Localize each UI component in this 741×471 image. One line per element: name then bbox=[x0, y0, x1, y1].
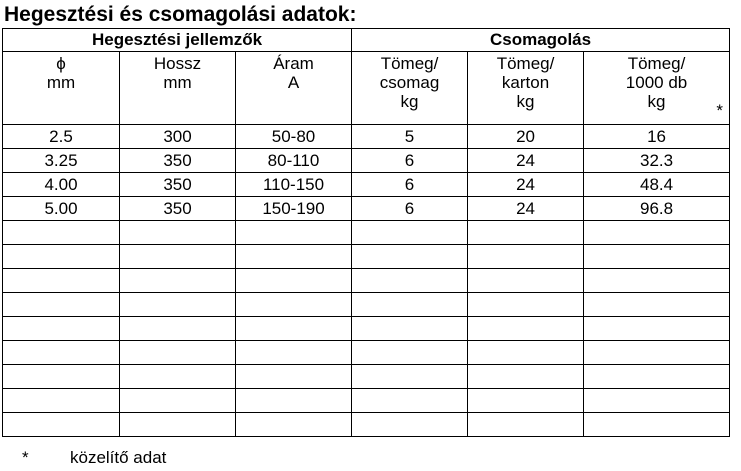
empty-cell bbox=[352, 389, 468, 413]
column-header-line: kg bbox=[400, 92, 419, 111]
empty-cell bbox=[236, 221, 352, 245]
empty-cell bbox=[352, 317, 468, 341]
empty-cell bbox=[352, 365, 468, 389]
empty-cell bbox=[584, 245, 730, 269]
footnote bbox=[22, 447, 166, 469]
group-header-welding: Hegesztési jellemzők bbox=[3, 29, 352, 52]
table-cell: 24 bbox=[468, 149, 584, 173]
column-header-weight-1000 bbox=[584, 52, 730, 125]
empty-cell bbox=[3, 389, 120, 413]
empty-cell bbox=[120, 317, 236, 341]
empty-cell bbox=[468, 365, 584, 389]
empty-cell bbox=[468, 245, 584, 269]
empty-cell bbox=[236, 341, 352, 365]
empty-cell bbox=[236, 389, 352, 413]
column-header-weight-package bbox=[352, 52, 468, 125]
empty-cell bbox=[3, 413, 120, 437]
table-row bbox=[3, 197, 730, 221]
empty-row bbox=[3, 269, 730, 293]
table-cell: 5 bbox=[352, 125, 468, 149]
table-cell: 32.3 bbox=[584, 149, 730, 173]
table-cell: 350 bbox=[120, 149, 236, 173]
empty-cell bbox=[468, 389, 584, 413]
column-header-line: Tömeg/ bbox=[627, 54, 686, 73]
column-header-line: A bbox=[287, 73, 300, 92]
empty-cell bbox=[584, 365, 730, 389]
column-header-line: mm bbox=[163, 73, 192, 92]
page-title: Hegesztési és csomagolási adatok: bbox=[4, 3, 357, 26]
empty-cell bbox=[120, 341, 236, 365]
table-row bbox=[3, 125, 730, 149]
table-cell: 48.4 bbox=[584, 173, 730, 197]
empty-cell bbox=[236, 317, 352, 341]
empty-cell bbox=[468, 413, 584, 437]
group-header-packaging: Csomagolás bbox=[352, 29, 730, 52]
column-header-line: karton bbox=[501, 73, 550, 92]
empty-cell bbox=[584, 293, 730, 317]
footnote-text: közelítő adat bbox=[70, 448, 167, 467]
table-cell: 80-110 bbox=[236, 149, 352, 173]
empty-cell bbox=[3, 293, 120, 317]
empty-row bbox=[3, 245, 730, 269]
empty-cell bbox=[236, 365, 352, 389]
empty-cell bbox=[236, 269, 352, 293]
data-table bbox=[2, 28, 730, 437]
footnote-marker: * bbox=[22, 448, 29, 467]
empty-row bbox=[3, 293, 730, 317]
column-header-diameter bbox=[3, 52, 120, 125]
empty-cell bbox=[120, 293, 236, 317]
table-cell: 2.5 bbox=[3, 125, 120, 149]
empty-cell bbox=[352, 293, 468, 317]
column-header-line: Áram bbox=[273, 54, 314, 73]
empty-cell bbox=[120, 269, 236, 293]
empty-cell bbox=[352, 269, 468, 293]
table-row bbox=[3, 149, 730, 173]
table-row bbox=[3, 173, 730, 197]
table-cell: 6 bbox=[352, 149, 468, 173]
empty-cell bbox=[584, 317, 730, 341]
empty-row bbox=[3, 341, 730, 365]
column-header-line: Hossz bbox=[153, 54, 202, 73]
empty-cell bbox=[584, 413, 730, 437]
column-header-length bbox=[120, 52, 236, 125]
table-cell: 5.00 bbox=[3, 197, 120, 221]
empty-cell bbox=[236, 245, 352, 269]
column-header-line: kg bbox=[647, 92, 666, 111]
column-header-line: ϕ bbox=[56, 54, 66, 73]
table-cell: 300 bbox=[120, 125, 236, 149]
empty-row bbox=[3, 221, 730, 245]
column-header-line: Tömeg/ bbox=[496, 54, 555, 73]
empty-cell bbox=[468, 269, 584, 293]
empty-cell bbox=[3, 269, 120, 293]
column-header-line: 1000 db bbox=[625, 73, 688, 92]
empty-cell bbox=[236, 413, 352, 437]
empty-cell bbox=[120, 245, 236, 269]
table-cell: 24 bbox=[468, 197, 584, 221]
empty-row bbox=[3, 317, 730, 341]
empty-cell bbox=[120, 413, 236, 437]
approximation-marker: * bbox=[716, 101, 724, 120]
group-header-row bbox=[3, 29, 730, 52]
empty-cell bbox=[584, 389, 730, 413]
empty-cell bbox=[120, 221, 236, 245]
empty-cell bbox=[584, 269, 730, 293]
table-cell: 4.00 bbox=[3, 173, 120, 197]
table-cell: 110-150 bbox=[236, 173, 352, 197]
empty-cell bbox=[468, 341, 584, 365]
table-cell: 150-190 bbox=[236, 197, 352, 221]
empty-cell bbox=[468, 293, 584, 317]
table-cell: 3.25 bbox=[3, 149, 120, 173]
empty-cell bbox=[584, 341, 730, 365]
column-header-current bbox=[236, 52, 352, 125]
empty-cell bbox=[468, 221, 584, 245]
table-cell: 6 bbox=[352, 173, 468, 197]
empty-cell bbox=[3, 221, 120, 245]
table-cell: 96.8 bbox=[584, 197, 730, 221]
table-cell: 16 bbox=[584, 125, 730, 149]
table-cell: 50-80 bbox=[236, 125, 352, 149]
empty-cell bbox=[352, 245, 468, 269]
empty-cell bbox=[468, 317, 584, 341]
table-cell: 350 bbox=[120, 173, 236, 197]
table-cell: 24 bbox=[468, 173, 584, 197]
empty-row bbox=[3, 389, 730, 413]
column-header-line: mm bbox=[46, 73, 76, 92]
empty-cell bbox=[352, 221, 468, 245]
empty-cell bbox=[3, 341, 120, 365]
column-header-line: csomag bbox=[379, 73, 440, 92]
empty-cell bbox=[236, 293, 352, 317]
empty-cell bbox=[352, 341, 468, 365]
empty-cell bbox=[120, 389, 236, 413]
empty-cell bbox=[584, 221, 730, 245]
column-header-line: Tömeg/ bbox=[380, 54, 439, 73]
empty-cell bbox=[3, 317, 120, 341]
empty-cell bbox=[3, 365, 120, 389]
empty-cell bbox=[3, 245, 120, 269]
table-cell: 20 bbox=[468, 125, 584, 149]
empty-row bbox=[3, 365, 730, 389]
empty-cell bbox=[120, 365, 236, 389]
empty-row bbox=[3, 413, 730, 437]
column-header-line: kg bbox=[516, 92, 535, 111]
column-header-row bbox=[3, 52, 730, 125]
empty-cell bbox=[352, 413, 468, 437]
table-cell: 350 bbox=[120, 197, 236, 221]
table-cell: 6 bbox=[352, 197, 468, 221]
column-header-weight-carton bbox=[468, 52, 584, 125]
